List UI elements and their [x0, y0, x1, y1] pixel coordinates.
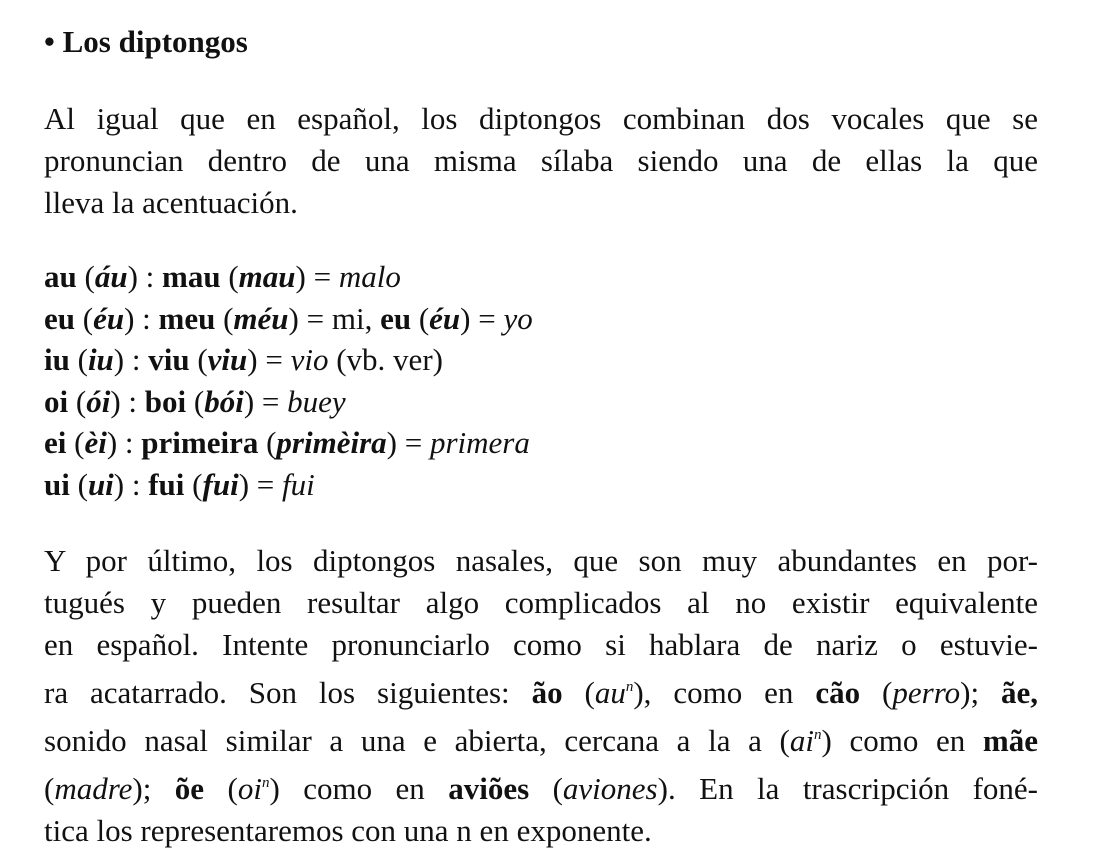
equals-sign: = — [396, 425, 430, 460]
text-run: ) como en — [269, 771, 449, 806]
diphthong-row: au (áu) : mau (mau) = malo — [44, 259, 401, 294]
example-pronunciation: primèira — [276, 425, 387, 460]
example-pronunciation-wrap — [239, 259, 296, 294]
equals-sign: = — [249, 466, 282, 502]
diphthong-row: ui (ui) : fui (fui) = fui — [44, 466, 315, 502]
example-pronunciation-wrap — [233, 301, 288, 336]
equals-sign: = — [305, 259, 339, 294]
diphthong-pronunciation-wrap — [88, 342, 114, 377]
example-avioes: aviões — [448, 771, 530, 806]
intro-line: Al igual que en español, los diptongos combinan dos vocales que se — [44, 101, 1038, 136]
example-word: meu — [158, 300, 216, 336]
pron-ae: ai — [789, 723, 814, 758]
nasal-paragraph — [44, 540, 1038, 852]
nasal-line: en español. Intente pronunciarlo como si hablara de nariz o estuvie- — [44, 627, 1038, 662]
diphthong-row: iu (iu) : viu (viu) = vio (vb. ver) — [44, 342, 443, 377]
equals-sign: = — [470, 300, 504, 336]
text-run: ); — [960, 675, 1001, 710]
term-oe: õe — [174, 771, 205, 806]
example-pronunciation: méu — [233, 300, 289, 336]
diphthong: oi — [44, 383, 69, 419]
diphthong-pronunciation-wrap — [88, 467, 114, 502]
diphthong-pronunciation: iu — [87, 342, 114, 377]
text-run: sonido nasal similar a una e abierta, cercana a la a ( — [44, 723, 790, 758]
translation: buey — [287, 383, 346, 419]
translation: vio — [290, 342, 329, 377]
diphthong-pronunciation: éu — [93, 300, 125, 336]
translation: malo — [338, 259, 401, 294]
text-run: ra acatarrado. Son los siguientes: — [44, 675, 532, 710]
example-pronunciation-wrap — [204, 384, 244, 419]
nasal-line: tica los representaremos con una n en exponente. — [44, 813, 652, 848]
nasal-superscript: n — [625, 679, 634, 695]
example-pronunciation: fui — [202, 466, 239, 502]
section-heading: • Los diptongos — [44, 24, 248, 59]
example-word: fui — [148, 466, 185, 502]
diphthong-pronunciation-wrap — [95, 259, 128, 294]
text-run: ) como en — [821, 723, 983, 758]
equals-sign: = — [298, 300, 332, 336]
example-word: mau — [162, 259, 221, 294]
diphthong-pronunciation: èi — [84, 425, 107, 460]
term-ae: ãe, — [1001, 675, 1039, 710]
example-pronunciation-wrap — [208, 342, 248, 377]
intro-paragraph — [44, 98, 1038, 224]
diphthong-row: oi (ói) : boi (bói) = buey — [44, 383, 346, 419]
nasal-line: (madre); õe $(oi^n)$ como en aviões (aviones). En la trascripción foné- — [44, 771, 1038, 806]
diphthong-pronunciation: ói — [86, 383, 111, 419]
example-pronunciation-wrap — [276, 425, 386, 460]
translation: fui — [282, 466, 315, 502]
example-word: viu — [148, 342, 190, 377]
example-word: primeira — [141, 425, 259, 460]
translation-mae: madre — [54, 771, 133, 806]
diphthong-pronunciation-wrap — [86, 384, 110, 419]
diphthong: eu — [44, 300, 75, 336]
diphthong: au — [44, 259, 77, 294]
diphthong: iu — [44, 342, 70, 377]
translation-avioes: aviones — [562, 771, 658, 806]
text-run: ), como en — [633, 675, 816, 710]
translation: primera — [429, 425, 530, 460]
example-word: boi — [144, 383, 187, 419]
second-pronunciation-wrap — [429, 301, 460, 336]
nasal-superscript: n — [261, 775, 270, 791]
example-pronunciation-wrap — [203, 467, 239, 502]
example-pronunciation: bói — [204, 383, 244, 419]
nasal-superscript: n — [813, 727, 822, 743]
note: (vb. ver) — [328, 342, 443, 377]
nasal-line: ra acatarrado. Son los siguientes: ão $(au^n)$, como en cão (perro); ãe, — [44, 675, 1039, 710]
nasal-line: tugués y pueden resultar algo complicados al no existir equivalente — [44, 585, 1038, 620]
translation: mi — [331, 300, 365, 336]
nasal-line: Y por último, los diptongos nasales, que son muy abundantes en por- — [44, 543, 1038, 578]
diphthong-row: ei (èi) : primeira (primèira) = primera — [44, 425, 530, 460]
pron-ao: au — [594, 675, 626, 710]
term-ao: ão — [531, 675, 563, 710]
example-pronunciation: mau — [238, 259, 296, 294]
second-pronunciation: éu — [429, 300, 461, 336]
equals-sign: = — [254, 383, 288, 419]
diphthong-row: eu (éu) : meu (méu) = mi, eu (éu) = yo — [44, 300, 533, 336]
intro-line: pronuncian dentro de una misma sílaba siendo una de ellas la que — [44, 143, 1038, 178]
diphthong-list — [44, 256, 533, 505]
second-translation: yo — [503, 300, 533, 336]
diphthong-pronunciation: áu — [94, 259, 128, 294]
text-run: ); — [132, 771, 175, 806]
diphthong: ei — [44, 425, 67, 460]
pron-oe: oi — [237, 771, 262, 806]
translation-cao: perro — [892, 675, 961, 710]
diphthong-pronunciation-wrap — [93, 301, 124, 336]
second-word: eu — [380, 300, 412, 336]
diphthong-pronunciation: ui — [87, 466, 114, 502]
diphthong: ui — [44, 466, 70, 502]
example-cao: cão — [815, 675, 861, 710]
equals-sign: = — [257, 342, 291, 377]
diphthong-pronunciation-wrap — [84, 425, 106, 460]
text-run: ). En la trascripción foné- — [657, 771, 1038, 806]
example-mae: mãe — [982, 723, 1038, 758]
intro-line: lleva la acentuación. — [44, 185, 298, 220]
example-pronunciation: viu — [207, 342, 248, 377]
nasal-line — [44, 714, 1038, 762]
